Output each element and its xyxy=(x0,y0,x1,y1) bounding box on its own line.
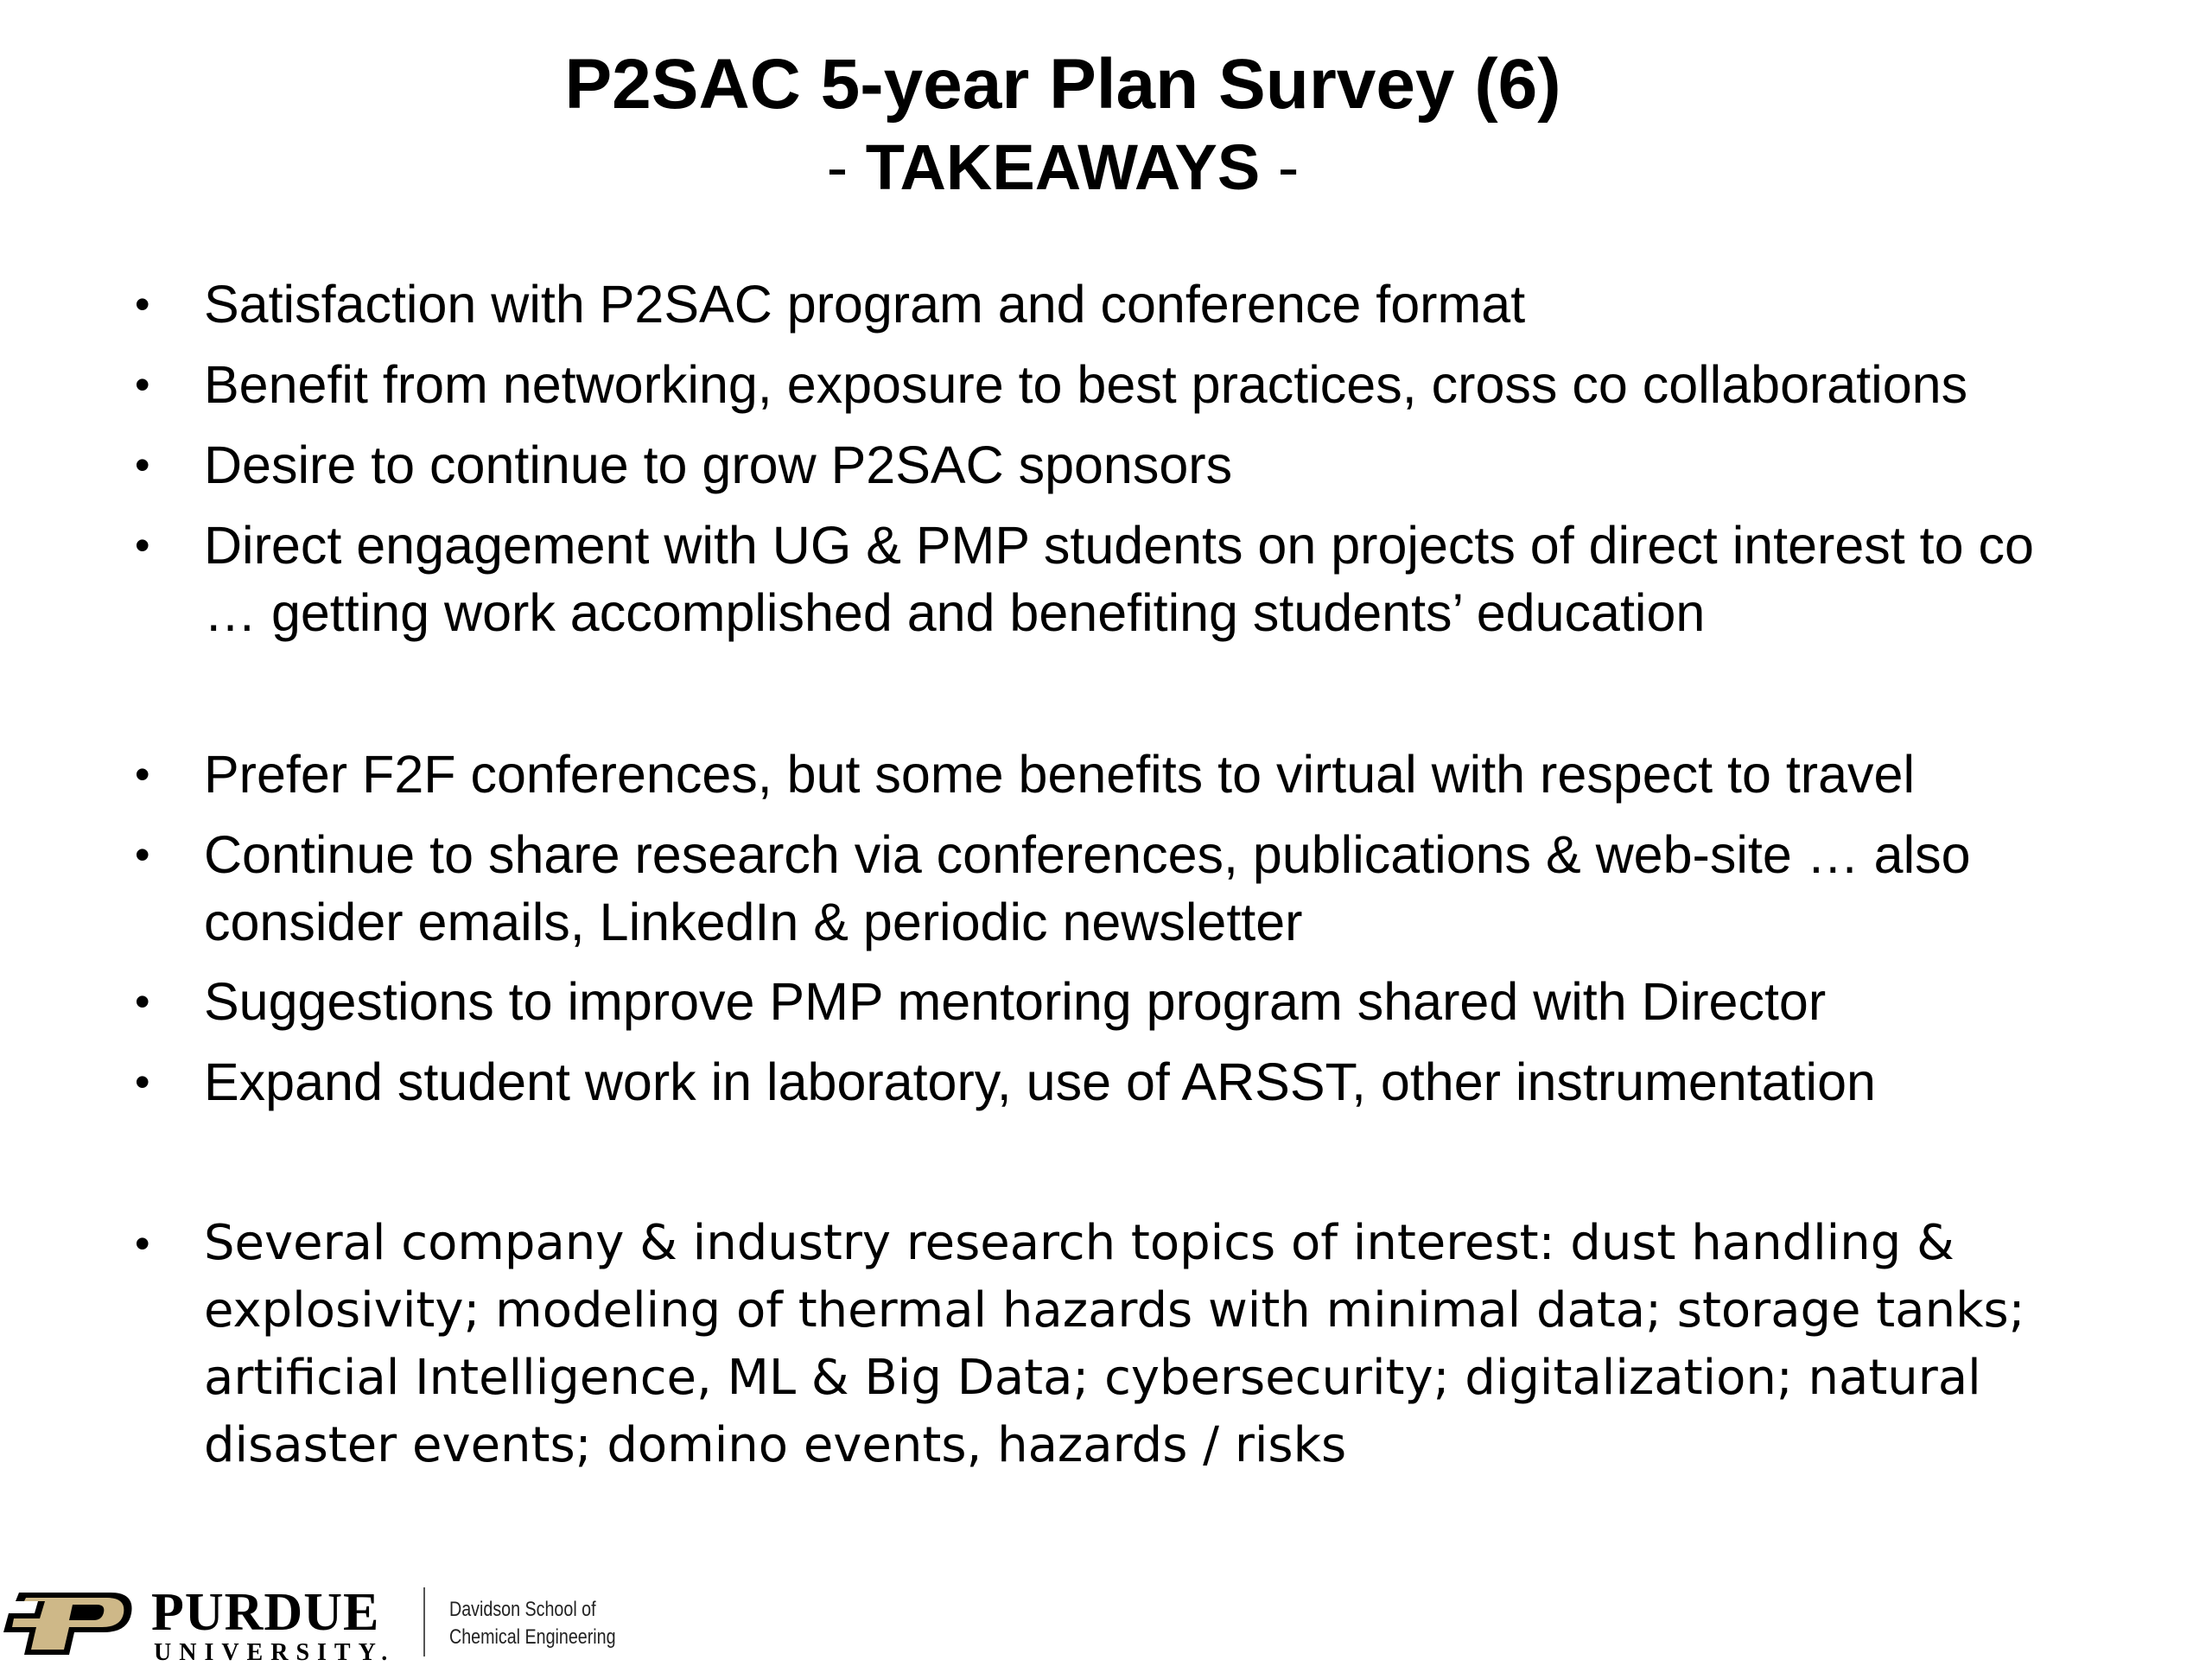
bullet-line: Benefit from networking, exposure to best practices, cross co collaborations xyxy=(204,355,1968,414)
bullet-dot-icon: • xyxy=(135,521,150,569)
slide-title: P2SAC 5-year Plan Survey (6) xyxy=(564,45,1561,124)
logo-divider xyxy=(423,1587,425,1656)
bullet-line: Suggestions to improve PMP mentoring program shared with Director xyxy=(204,972,1827,1031)
bullet-item xyxy=(135,1210,2191,1479)
bullet-dot-icon: • xyxy=(135,750,150,798)
bullet-line: artificial Intelligence, ML & Big Data; cybersecurity; digitalization; natural xyxy=(204,1350,1981,1406)
bullet-line: Several company & industry research topics of interest: dust handling & xyxy=(204,1215,1955,1271)
bullet-item xyxy=(135,1048,2191,1116)
subtitle-text: TAKEAWAYS xyxy=(865,131,1261,203)
bullet-item xyxy=(135,512,2191,646)
bullet-item xyxy=(135,741,2191,808)
bullet-line: explosivity; modeling of thermal hazards with minimal data; storage tanks; xyxy=(204,1282,2025,1339)
bullet-item xyxy=(135,351,2191,418)
bullet-line: disaster events; domino events, hazards / risks xyxy=(204,1417,1347,1473)
bullet-line: Prefer F2F conferences, but some benefits to virtual with respect to travel xyxy=(204,745,1915,804)
bullet-line: Continue to share research via conferences, publications & web-site … also xyxy=(204,825,1971,884)
bullet-item xyxy=(135,431,2191,499)
school-name-line1: Davidson School of xyxy=(449,1598,596,1621)
purdue-wordmark: PURDUE xyxy=(151,1583,380,1642)
bullet-dot-icon: • xyxy=(135,1219,150,1268)
university-wordmark: UNIVERSITY. xyxy=(154,1639,396,1666)
purdue-p-icon xyxy=(0,1589,138,1658)
bullet-line: Desire to continue to grow P2SAC sponsors xyxy=(204,436,1233,494)
bullet-line: Direct engagement with UG & PMP students on projects of direct interest to co xyxy=(204,516,2034,575)
bullet-line: Expand student work in laboratory, use of ARSST, other instrumentation xyxy=(204,1052,1876,1111)
bullet-dot-icon: • xyxy=(135,1058,150,1106)
bullet-item xyxy=(135,821,2191,956)
bullet-item xyxy=(135,270,2191,338)
bullet-line: Satisfaction with P2SAC program and conference format xyxy=(204,275,1526,334)
purdue-logo xyxy=(0,1583,657,1666)
bullet-dot-icon: • xyxy=(135,977,150,1026)
subtitle-dash-left: - xyxy=(826,131,866,203)
slide-subtitle xyxy=(0,131,2126,203)
bullet-item xyxy=(135,968,2191,1035)
bullet-line: consider emails, LinkedIn & periodic newsletter xyxy=(204,893,1303,951)
bullet-dot-icon: • xyxy=(135,441,150,489)
bullet-dot-icon: • xyxy=(135,280,150,328)
bullet-dot-icon: • xyxy=(135,360,150,409)
school-name xyxy=(449,1596,616,1651)
school-name-line2: Chemical Engineering xyxy=(449,1625,616,1649)
subtitle-dash-right: - xyxy=(1260,131,1300,203)
bullet-line: … getting work accomplished and benefiting students’ education xyxy=(204,583,1706,642)
bullet-dot-icon: • xyxy=(135,830,150,879)
